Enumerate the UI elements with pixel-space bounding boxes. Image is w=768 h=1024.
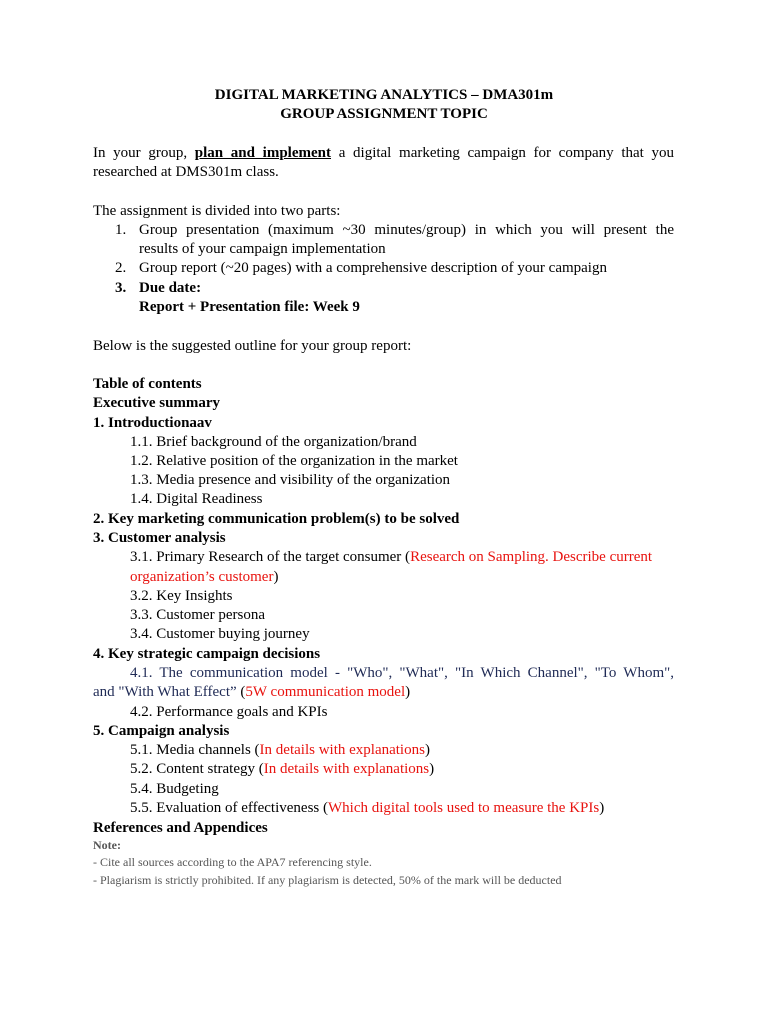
section-3-item-1-note-cont: organization’s customer	[130, 569, 274, 585]
section-3-item-1	[130, 548, 652, 567]
due-date-value: Report + Presentation file: Week 9	[139, 299, 360, 315]
section-5-item-note: In details with explanations	[259, 742, 425, 758]
parts-item-1-line1: Group presentation (maximum ~30 minutes/group) in which you will present the	[139, 222, 674, 238]
outline-lead: Below is the suggested outline for your group report:	[93, 338, 412, 354]
note-line-1: - Cite all sources according to the APA7 referencing style.	[93, 855, 372, 869]
section-4-item-1-note: 5W communication model	[245, 684, 406, 700]
parts-lead: The assignment is divided into two parts:	[93, 203, 341, 219]
intro-emphasis: plan and implement	[194, 145, 331, 161]
parts-item-1-number: 1.	[115, 222, 127, 238]
references-heading: References and Appendices	[93, 820, 268, 836]
section-4-item-1-close: )	[405, 684, 411, 700]
parts-item-3-number: 3.	[115, 280, 127, 296]
document-title: DIGITAL MARKETING ANALYTICS – DMA301m	[214, 87, 554, 103]
section-4-item-1-open: (	[236, 684, 246, 700]
document-subtitle: GROUP ASSIGNMENT TOPIC	[280, 106, 488, 122]
section-5-item-close: )	[424, 742, 430, 758]
section-5-item-note: In details with explanations	[263, 761, 430, 777]
due-date-label: Due date:	[139, 280, 202, 296]
section-4-item-1-line2	[93, 683, 410, 702]
section-5-item	[130, 780, 219, 799]
section-3-item: 3.3. Customer persona	[130, 607, 265, 623]
note-line-2: - Plagiarism is strictly prohibited. If any plagiarism is detected, 50% of the mark will be deducted	[93, 873, 562, 887]
note-label: Note:	[93, 838, 121, 852]
outline-table-of-contents: Table of contents	[93, 376, 202, 392]
section-5-item-close: )	[429, 761, 435, 777]
section-4-item-2: 4.2. Performance goals and KPIs	[130, 704, 328, 720]
section-1-item: 1.4. Digital Readiness	[130, 491, 263, 507]
section-5-item	[130, 799, 604, 818]
section-5-item-text: 5.5. Evaluation of effectiveness (	[130, 800, 328, 816]
section-3-item-1-note: Research on Sampling. Describe current	[410, 549, 653, 565]
parts-item-2-number: 2.	[115, 260, 127, 276]
outline-executive-summary: Executive summary	[93, 395, 221, 411]
intro-line-2: researched at DMS301m class.	[93, 164, 279, 180]
parts-item-2-line1: Group report (~20 pages) with a comprehensive description of your campaign	[139, 260, 607, 276]
section-5-item-note: Which digital tools used to measure the KPIs	[328, 800, 600, 816]
section-1-item: 1.3. Media presence and visibility of the organization	[130, 472, 451, 488]
section-5-item	[130, 760, 434, 779]
section-3-item-1-text: 3.1. Primary Research of the target consumer (	[130, 549, 411, 565]
intro-line1-rest: a digital marketing campaign for company that you	[338, 145, 675, 161]
section-3-item-1-close: )	[273, 569, 279, 585]
section-5-item-close: )	[599, 800, 605, 816]
section-5-item-text: 5.1. Media channels (	[130, 742, 260, 758]
section-3-item-1-cont	[130, 568, 278, 587]
intro-prefix: In your group,	[93, 145, 188, 161]
section-5-item-text: 5.2. Content strategy (	[130, 761, 264, 777]
section-5-item-text: 5.4. Budgeting	[130, 781, 219, 797]
section-4-heading: 4. Key strategic campaign decisions	[93, 646, 321, 662]
section-1-item: 1.1. Brief background of the organization/brand	[130, 434, 417, 450]
section-3-item: 3.4. Customer buying journey	[130, 626, 310, 642]
section-4-item-1-line1: 4.1. The communication model - "Who", "What", "In Which Channel", "To Whom",	[130, 665, 674, 681]
section-3-heading: 3. Customer analysis	[93, 530, 226, 546]
section-2-heading: 2. Key marketing communication problem(s) to be solved	[93, 511, 460, 527]
section-1-heading: 1. Introductionaav	[93, 415, 212, 431]
section-5-heading: 5. Campaign analysis	[93, 723, 230, 739]
section-3-item: 3.2. Key Insights	[130, 588, 233, 604]
section-1-item: 1.2. Relative position of the organization in the market	[130, 453, 458, 469]
section-5-item	[130, 741, 430, 760]
parts-item-1-line2: results of your campaign implementation	[139, 241, 386, 257]
intro-line-1	[93, 144, 674, 163]
section-4-item-1-cont: and "With What Effect”	[93, 684, 237, 700]
